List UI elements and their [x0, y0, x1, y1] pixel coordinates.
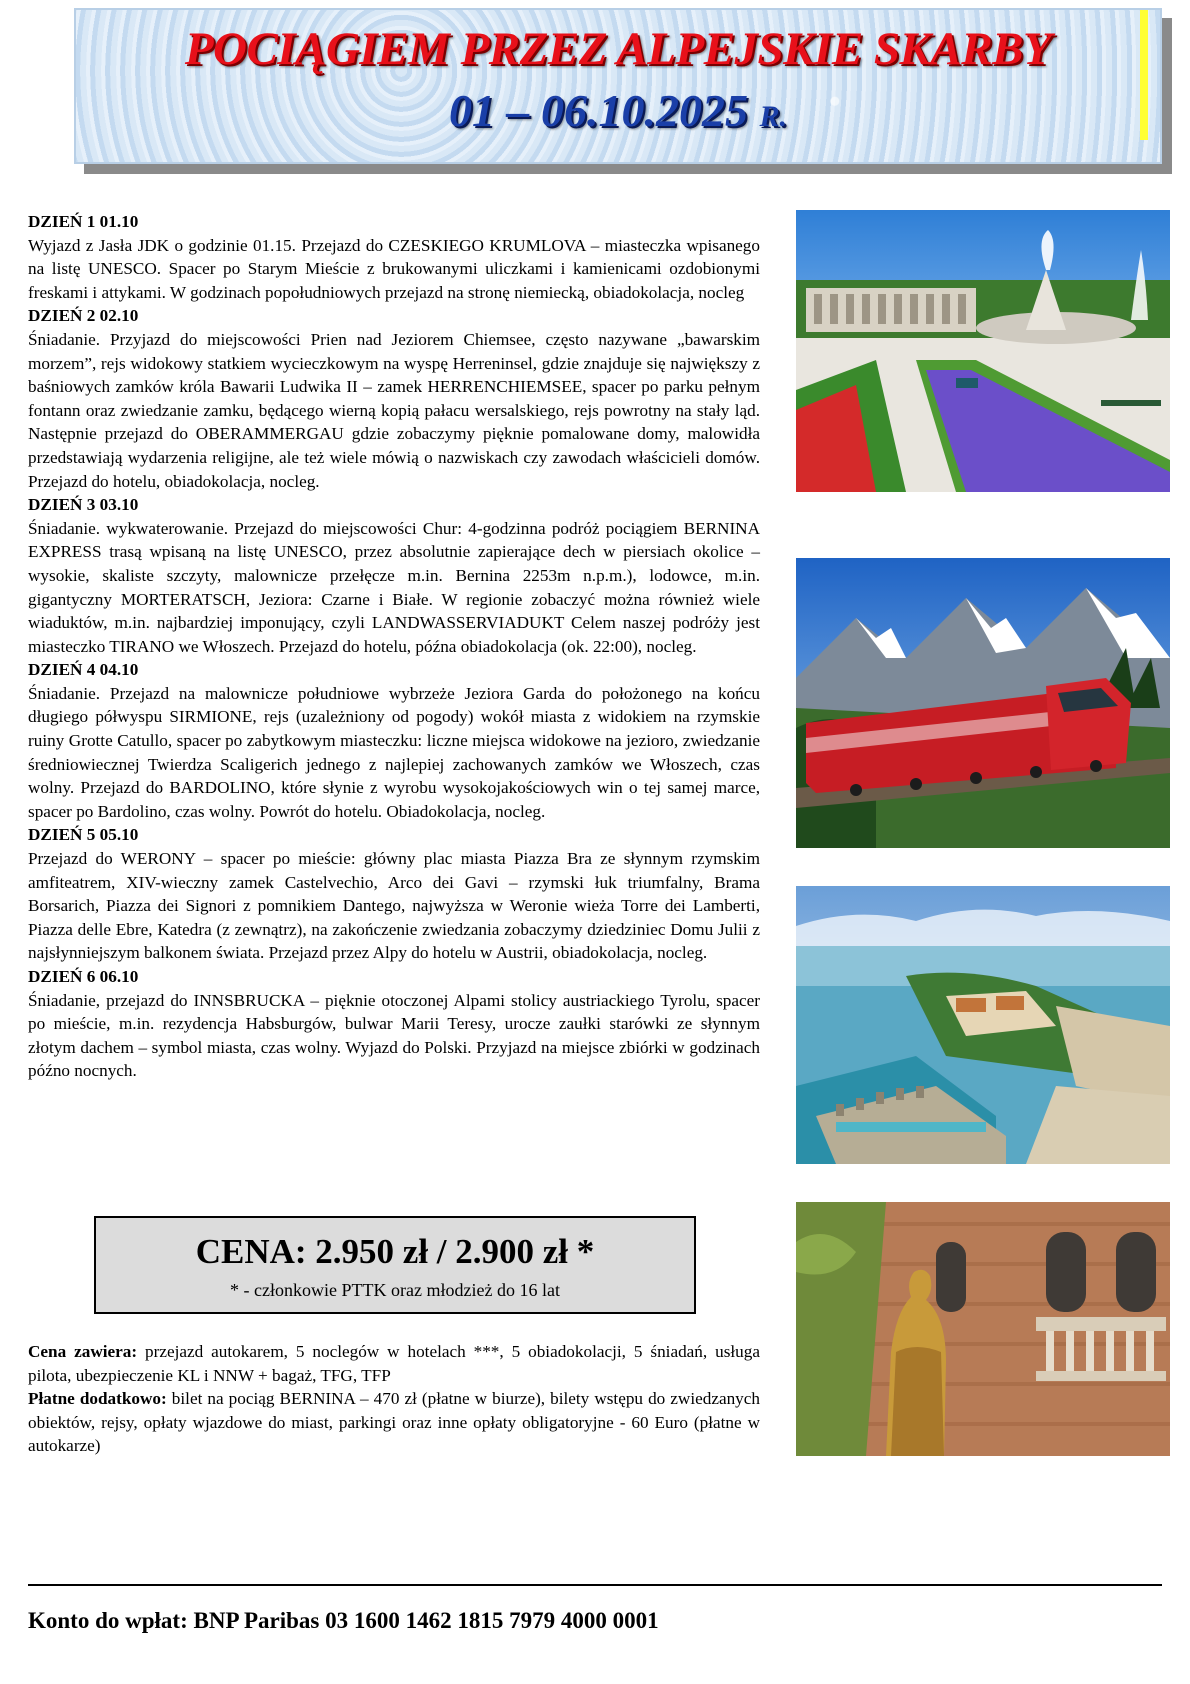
day-heading: DZIEŃ 2 02.10	[28, 306, 139, 326]
price-includes-label: Cena zawiera:	[28, 1342, 138, 1361]
day-heading: DZIEŃ 3 03.10	[28, 495, 139, 515]
trip-dates-value: 01 – 06.10.2025	[448, 85, 748, 136]
day-heading: DZIEŃ 6 06.10	[28, 967, 139, 986]
day-5	[28, 823, 760, 965]
day-4	[28, 658, 760, 823]
price-extras-text: bilet na pociąg BERNINA – 470 zł (płatne w biurze), bilety wstępu do zwiedzanych obiektów, rejsy, opłaty wjazdowe do miast, parkingi oraz inne opłaty obligatoryjne - 60 Euro (płatne w autokarze)	[28, 1389, 761, 1456]
trip-dates-suffix: R.	[759, 100, 787, 133]
day-text: Przejazd do WERONY – spacer po mieście: główny plac miasta Piazza Bra ze słynnym rzymskim amfiteatrem, XIV-wieczny zamek Castelvechio, Arco dei Gavi – rzymski łuk triumfalny, Brama Borsarich, Piazza dei Signori z pomnikiem Dantego, najwyższa w Weronie wieża Torre dei Lamberti, Piazza delle Ebre, Katedra (z zewnątrz), na zakończenie zwiedzania zobaczymy dziedziniec Domu Julii z najsłynniejszym balkonem świata. Przejazd przez Alpy do hotelu w Austrii, obiadokolacja, nocleg.	[28, 849, 760, 963]
palace-garden-fountain-icon	[796, 210, 1170, 492]
day-text: Śniadanie, przejazd do INNSBRUCKA – pięknie otoczonej Alpami stolicy austriackiego Tyrolu, spacer po mieście, m.in. rezydencja Habsburgów, bulwar Marii Teresy, urocze zaułki starówki ze słynnym złotym dachem – symbol miasta, czas wolny. Wyjazd do Polski. Przyjazd na miejsce zbiórki w godzinach późno nocnych.	[28, 990, 760, 1081]
bank-account: Konto do wpłat: BNP Paribas 03 1600 1462 1815 7979 4000 0001	[28, 1608, 659, 1633]
price-includes	[28, 1340, 760, 1387]
day-2	[28, 304, 760, 493]
price-extras-label: Płatne dodatkowo:	[28, 1389, 167, 1409]
day-6	[28, 965, 760, 1083]
day-text: Wyjazd z Jasła JDK o godzinie 01.15. Przejazd do CZESKIEGO KRUMLOVA – miasteczka wpisanego na listę UNESCO. Spacer po Starym Mieście z brukowanymi uliczkami i kamienicami ozdobionymi freskami i attykami. W godzinach popołudniowych przejazd na stronę niemiecką, obiadokolacja, nocleg	[28, 235, 760, 302]
day-heading: DZIEŃ 4 04.10	[28, 660, 139, 680]
trip-dates	[74, 84, 1162, 137]
price-details	[28, 1340, 760, 1458]
day-heading: DZIEŃ 1 01.10	[28, 212, 139, 231]
day-text: Śniadanie. Przejazd na malownicze południowe wybrzeże Jeziora Garda do położonego na końcu długiego półwyspu SIRMIONE, rejs (uzależniony od pogody) wokół miasta z widokiem na rzymskie ruiny Grotte Catullo, spacer po zabytkowym miasteczku: liczne miejsca widokowe na jezioro, zwiedzanie średniowiecznej Twierdza Scaligerich jednego z najlepiej zachowanych zamków we Włoszech, czas wolny. Przejazd do BARDOLINO, które słynie z wyrobu wysokojakościowych win o tej samej marce, spacer po Bardolino, czas wolny. Powrót do hotelu. Obiadokolacja, nocleg.	[28, 683, 760, 821]
day-text: Śniadanie. wykwaterowanie. Przejazd do miejscowości Chur: 4-godzinna podróż pociągiem BERNINA EXPRESS trasą wpisaną na listę UNESCO, przez absolutnie zapierające dech w piersiach okolice – wysokie, skaliste szczyty, malownicze przełęcze m.in. Bernina 2253m n.p.m.), lodowce, m.in. gigantyczny MORTERATSCH, Jeziora: Czarne i Białe. W regionie zobaczyć można również wiele wiaduktów, m.in. najbardziej imponujący, czyli LANDWASSERVIADUKT Celem naszej podróży jest miasteczko TIRANO we Włoszech. Przejazd do hotelu, późna obiadokolacja (ok. 22:00), nocleg.	[28, 518, 760, 656]
itinerary	[28, 210, 760, 1083]
price-extras	[28, 1387, 760, 1458]
juliet-statue-balcony-icon	[796, 1202, 1170, 1456]
day-3	[28, 493, 760, 658]
day-heading: DZIEŃ 5 05.10	[28, 825, 139, 845]
price-box	[94, 1216, 696, 1314]
footer-divider	[28, 1584, 1162, 1586]
price-includes-text: przejazd autokarem, 5 noclegów w hotelach ***, 5 obiadokolacji, 5 śniadań, usługa pilota, ubezpieczenie KL i NNW + bagaż, TFG, TFP	[28, 1342, 760, 1385]
page-title: POCIĄGIEM PRZEZ ALPEJSKIE SKARBY	[184, 23, 1052, 75]
day-text: Śniadanie. Przyjazd do miejscowości Prien nad Jeziorem Chiemsee, często nazywane „bawarskim morzem”, rejs widokowy statkiem wycieczkowym na wyspę Herreninsel, gdzie znajduje się największy z baśniowych zamków króla Bawarii Ludwika II – zamek HERRENCHIEMSEE, spacer po parku pełnym fontann oraz zwiedzanie zamku, będącego wierną kopią pałacu wersalskiego, rejs powrotny na stały ląd. Następnie przejazd do OBERAMMERGAU gdzie zobaczymy pięknie pomalowane domy, malowidła przedstawiają wydarzenia religijne, ale też wiele mówią o nazwiskach czy zawodach właścicieli domów. Przejazd do hotelu, obiadokolacja, nocleg.	[28, 329, 760, 491]
day-1	[28, 210, 760, 304]
price-main: CENA: 2.950 zł / 2.900 zł *	[195, 1232, 595, 1271]
lakeside-castle-town-icon	[796, 886, 1170, 1164]
red-mountain-train-icon	[796, 558, 1170, 848]
price-note: * - członkowie PTTK oraz młodzież do 16 lat	[230, 1280, 560, 1300]
